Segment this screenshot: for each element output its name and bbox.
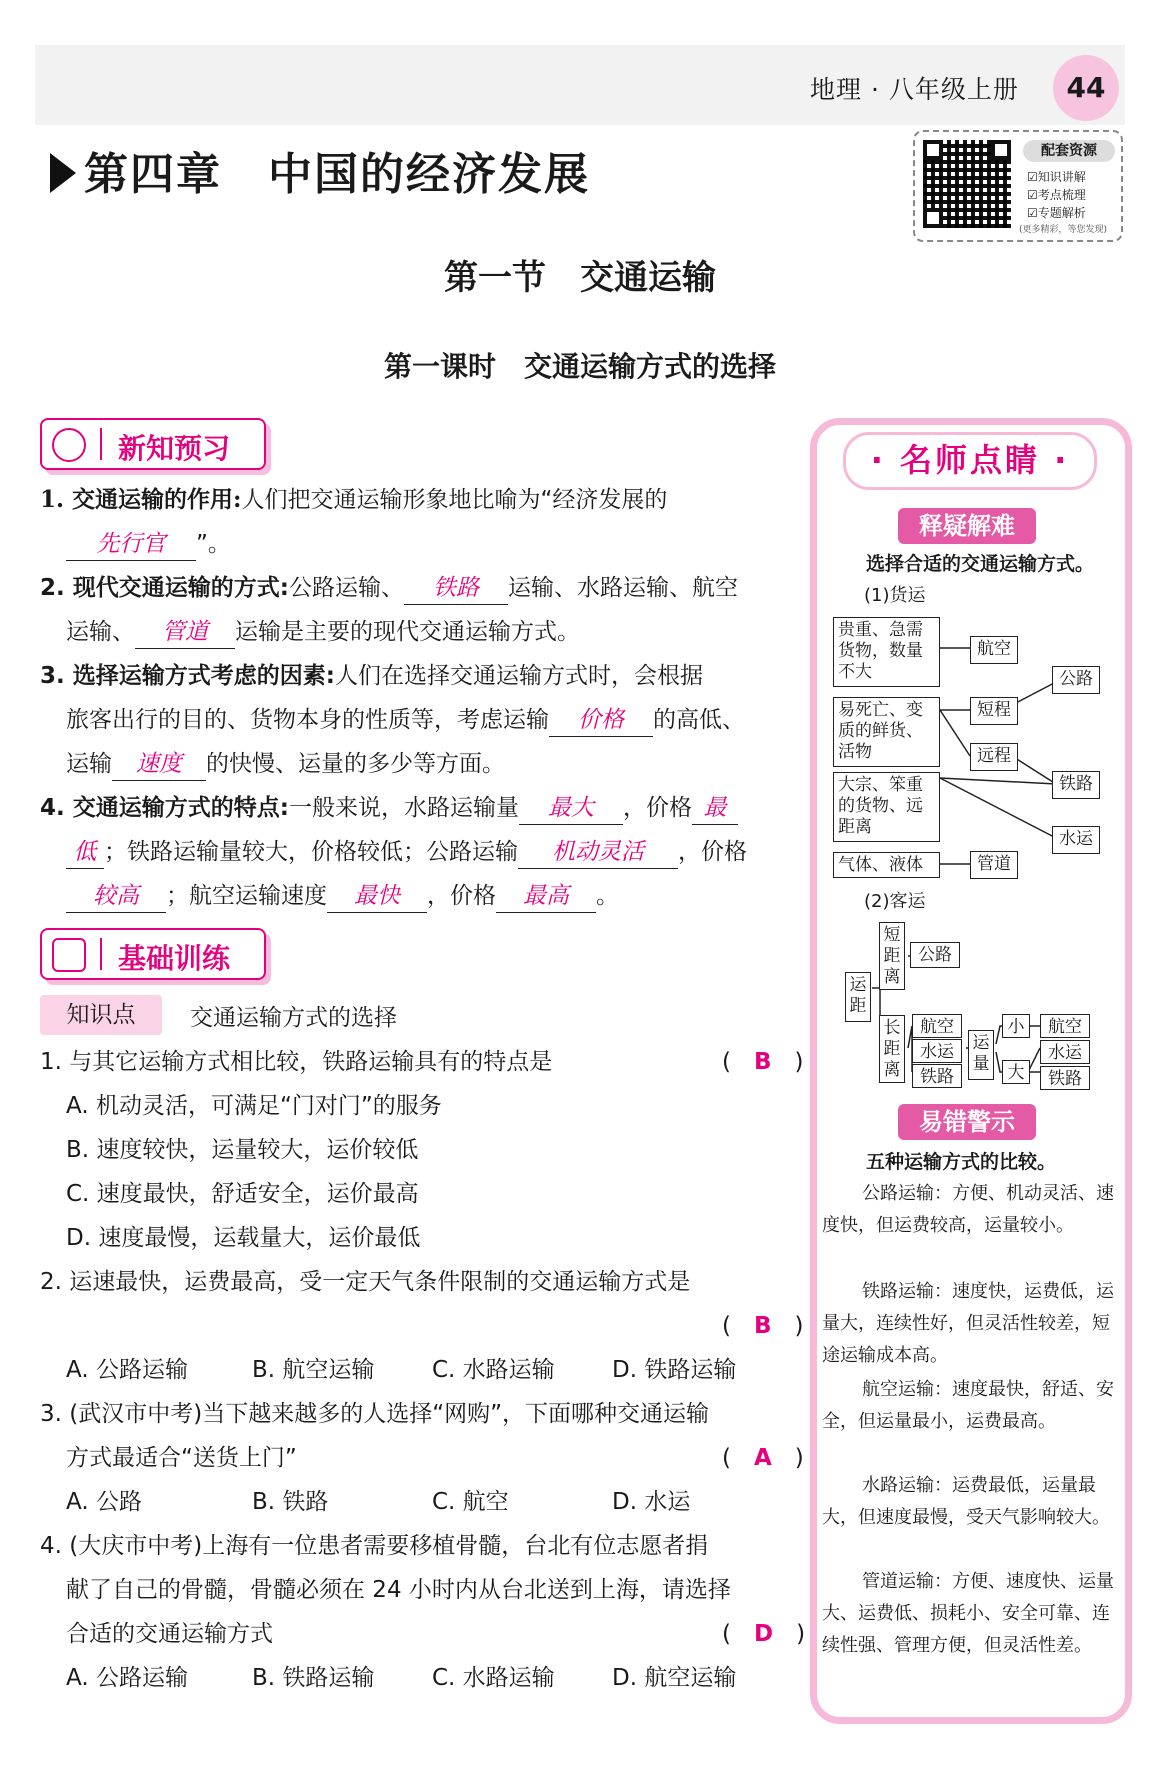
knowledge-point-tag: 知识点 <box>40 995 162 1035</box>
question-4-option: C. 水路运输 <box>432 1665 555 1691</box>
question-2-stem: 2. 运速最快，运费最高，受一定天气条件限制的交通运输方式是 <box>40 1269 691 1295</box>
qr-resource-box[interactable] <box>913 130 1123 242</box>
answer-blank: 低 <box>66 836 104 869</box>
answer-blank: 机动灵活 <box>518 836 678 869</box>
preview-badge-label: 新知预习 <box>118 432 231 465</box>
question-4-answer: ( D ) <box>722 1621 806 1647</box>
question-1-option: D. 速度最慢，运载量大，运价最低 <box>66 1225 421 1251</box>
preview-q3-line1: 3. 选择运输方式考虑的因素:人们在选择交通运输方式时，会根据 <box>40 663 703 689</box>
compare-title: 五种运输方式的比较。 <box>866 1151 1057 1173</box>
question-4-stem-3: 合适的交通运输方式 <box>66 1621 273 1647</box>
question-1-answer: ( B ) <box>722 1049 804 1075</box>
qr-code-icon[interactable] <box>923 140 1011 228</box>
question-3-option: C. 航空 <box>432 1489 509 1515</box>
preview-q4-line1: 4. 交通运输方式的特点:一般来说，水路运输量 最大 ，价格 最 <box>40 786 738 830</box>
question-4-option: D. 航空运输 <box>612 1665 737 1691</box>
question-4-stem-2: 献了自己的骨髓，骨髓必须在 24 小时内从台北送到上海，请选择 <box>66 1577 731 1603</box>
question-4-stem: 4. (大庆市中考)上海有一位患者需要移植骨髓，台北有位志愿者捐 <box>40 1533 709 1559</box>
chapter-title-text: 第四章 中国的经济发展 <box>84 149 590 200</box>
ribbon-explain: 释疑解难 <box>898 508 1036 544</box>
passenger-rail-box: 铁路 <box>912 1064 962 1088</box>
compare-road: 公路运输：方便、机动灵活、速度快，但运费较高，运量较小。 <box>822 1183 1114 1236</box>
passenger-volume-box: 运量 <box>968 1030 994 1080</box>
panel-intro: 选择合适的交通运输方式。 <box>866 553 1095 575</box>
qr-item: ☑考点梳理 <box>1027 188 1086 202</box>
question-1-option: B. 速度较快，运量较大，运价较低 <box>66 1137 419 1163</box>
answer-blank: 最快 <box>327 880 427 913</box>
mode-box-water: 水运 <box>1052 826 1100 854</box>
question-3-stem-2: 方式最适合“送货上门” <box>66 1445 297 1471</box>
passenger-air2-box: 航空 <box>1040 1014 1090 1038</box>
page-number: 44 <box>1053 55 1119 121</box>
panel-title: · 名师点睛 · <box>843 432 1097 490</box>
passenger-small-box: 小 <box>1002 1014 1030 1038</box>
preview-q3-line2: 旅客出行的目的、货物本身的性质等，考虑运输 价格 的高低、 <box>66 698 745 742</box>
mode-box-road: 公路 <box>1052 666 1100 694</box>
answer-blank: 铁路 <box>404 572 508 605</box>
freight-goods-box: 易死亡、变质的鲜货、活物 <box>833 697 940 767</box>
question-1-option: C. 速度最快，舒适安全，运价最高 <box>66 1181 419 1207</box>
answer-blank: 价格 <box>549 704 653 737</box>
passenger-air-box: 航空 <box>912 1014 962 1038</box>
answer-blank: 速度 <box>112 748 206 781</box>
section-title: 第一节 交通运输 <box>444 258 716 298</box>
lesson-title: 第一课时 交通运输方式的选择 <box>383 350 776 383</box>
preview-q4-line2: 低 ；铁路运输量较大，价格较低；公路运输 机动灵活 ，价格 <box>66 830 747 874</box>
question-3-stem: 3. (武汉市中考)当下越来越多的人选择“网购”，下面哪种交通运输 <box>40 1401 710 1427</box>
answer-blank: 最高 <box>496 880 596 913</box>
question-2-option: C. 水路运输 <box>432 1357 555 1383</box>
mode-box-air: 航空 <box>970 636 1018 664</box>
graduation-cap-icon <box>52 428 86 462</box>
preview-q2-line2: 运输、 管道 运输是主要的现代交通运输方式。 <box>66 610 580 654</box>
ribbon-warning: 易错警示 <box>898 1104 1036 1140</box>
freight-goods-box: 贵重、急需货物，数量不大 <box>833 617 940 687</box>
passenger-short-box: 短距离 <box>879 922 905 990</box>
preview-q2-line1: 2. 现代交通运输的方式:公路运输、 铁路 运输、水路运输、航空 <box>40 566 738 610</box>
qr-note: (更多精彩，等您发现) <box>1019 225 1108 235</box>
answer-blank: 先行官 <box>66 528 196 561</box>
knowledge-point-title: 交通运输方式的选择 <box>190 1005 397 1031</box>
compare-water: 水路运输：运费最低，运量最大，但速度最慢，受天气影响较大。 <box>822 1475 1110 1528</box>
mode-box-long: 远程 <box>970 743 1018 771</box>
answer-blank: 最大 <box>519 792 623 825</box>
triangle-icon <box>50 153 76 193</box>
chapter-title <box>50 138 590 202</box>
passenger-water-box: 水运 <box>912 1039 962 1063</box>
passenger-long-box: 长距离 <box>879 1015 905 1083</box>
qr-title: 配套资源 <box>1023 140 1115 162</box>
training-badge <box>40 928 266 980</box>
passenger-water2-box: 水运 <box>1040 1040 1090 1064</box>
mode-box-pipe: 管道 <box>970 851 1018 879</box>
question-2-answer: ( B ) <box>722 1313 804 1339</box>
training-badge-label: 基础训练 <box>118 942 231 975</box>
question-3-option: D. 水运 <box>612 1489 691 1515</box>
question-1-option: A. 机动灵活，可满足“门对门”的服务 <box>66 1093 442 1119</box>
question-3-answer: ( A ) <box>722 1445 804 1471</box>
compare-pipe: 管道运输：方便、速度快、运量大、运费低、损耗小、安全可靠、连续性强、管理方便，但灵活性差。 <box>822 1571 1114 1656</box>
passenger-label: (2)客运 <box>864 891 926 912</box>
question-3-option: A. 公路 <box>66 1489 142 1515</box>
preview-q1-line2: 先行官 ”。 <box>66 522 231 566</box>
question-4-option: A. 公路运输 <box>66 1665 188 1691</box>
qr-item: ☑专题解析 <box>1027 206 1086 220</box>
answer-blank: 管道 <box>135 616 235 649</box>
freight-goods-box: 气体、液体 <box>833 852 940 878</box>
compare-rail: 铁路运输：速度快，运费低，运量大，连续性好，但灵活性较差，短途运输成本高。 <box>822 1281 1114 1366</box>
passenger-rail2-box: 铁路 <box>1040 1066 1090 1090</box>
passenger-distance-box: 运距 <box>845 972 871 1022</box>
preview-q4-line3: 较高 ；航空运输速度 最快 ，价格 最高 。 <box>66 874 619 918</box>
qr-item: ☑知识讲解 <box>1027 170 1086 184</box>
compare-air: 航空运输：速度最快，舒适、安全，但运量最小，运费最高。 <box>822 1379 1114 1432</box>
mode-box-rail: 铁路 <box>1052 771 1100 799</box>
answer-blank: 较高 <box>66 880 166 913</box>
preview-badge <box>40 418 266 470</box>
freight-goods-box: 大宗、笨重的货物、远距离 <box>833 772 940 842</box>
passenger-big-box: 大 <box>1002 1060 1030 1084</box>
question-1-stem: 1. 与其它运输方式相比较，铁路运输具有的特点是 <box>40 1049 553 1075</box>
question-4-option: B. 铁路运输 <box>252 1665 375 1691</box>
question-2-option: A. 公路运输 <box>66 1357 188 1383</box>
passenger-road-box: 公路 <box>910 942 960 968</box>
answer-blank: 最 <box>692 792 738 825</box>
freight-label: (1)货运 <box>864 585 926 606</box>
question-3-option: B. 铁路 <box>252 1489 329 1515</box>
database-icon <box>52 938 86 972</box>
preview-q1-line1: 1. 交通运输的作用:人们把交通运输形象地比喻为“经济发展的 <box>40 486 668 513</box>
question-2-option: B. 航空运输 <box>252 1357 375 1383</box>
preview-q3-line3: 运输 速度 的快慢、运量的多少等方面。 <box>66 742 505 786</box>
subject-label: 地理 · 八年级上册 <box>810 75 1019 104</box>
question-2-option: D. 铁路运输 <box>612 1357 737 1383</box>
mode-box-short: 短程 <box>970 697 1018 725</box>
